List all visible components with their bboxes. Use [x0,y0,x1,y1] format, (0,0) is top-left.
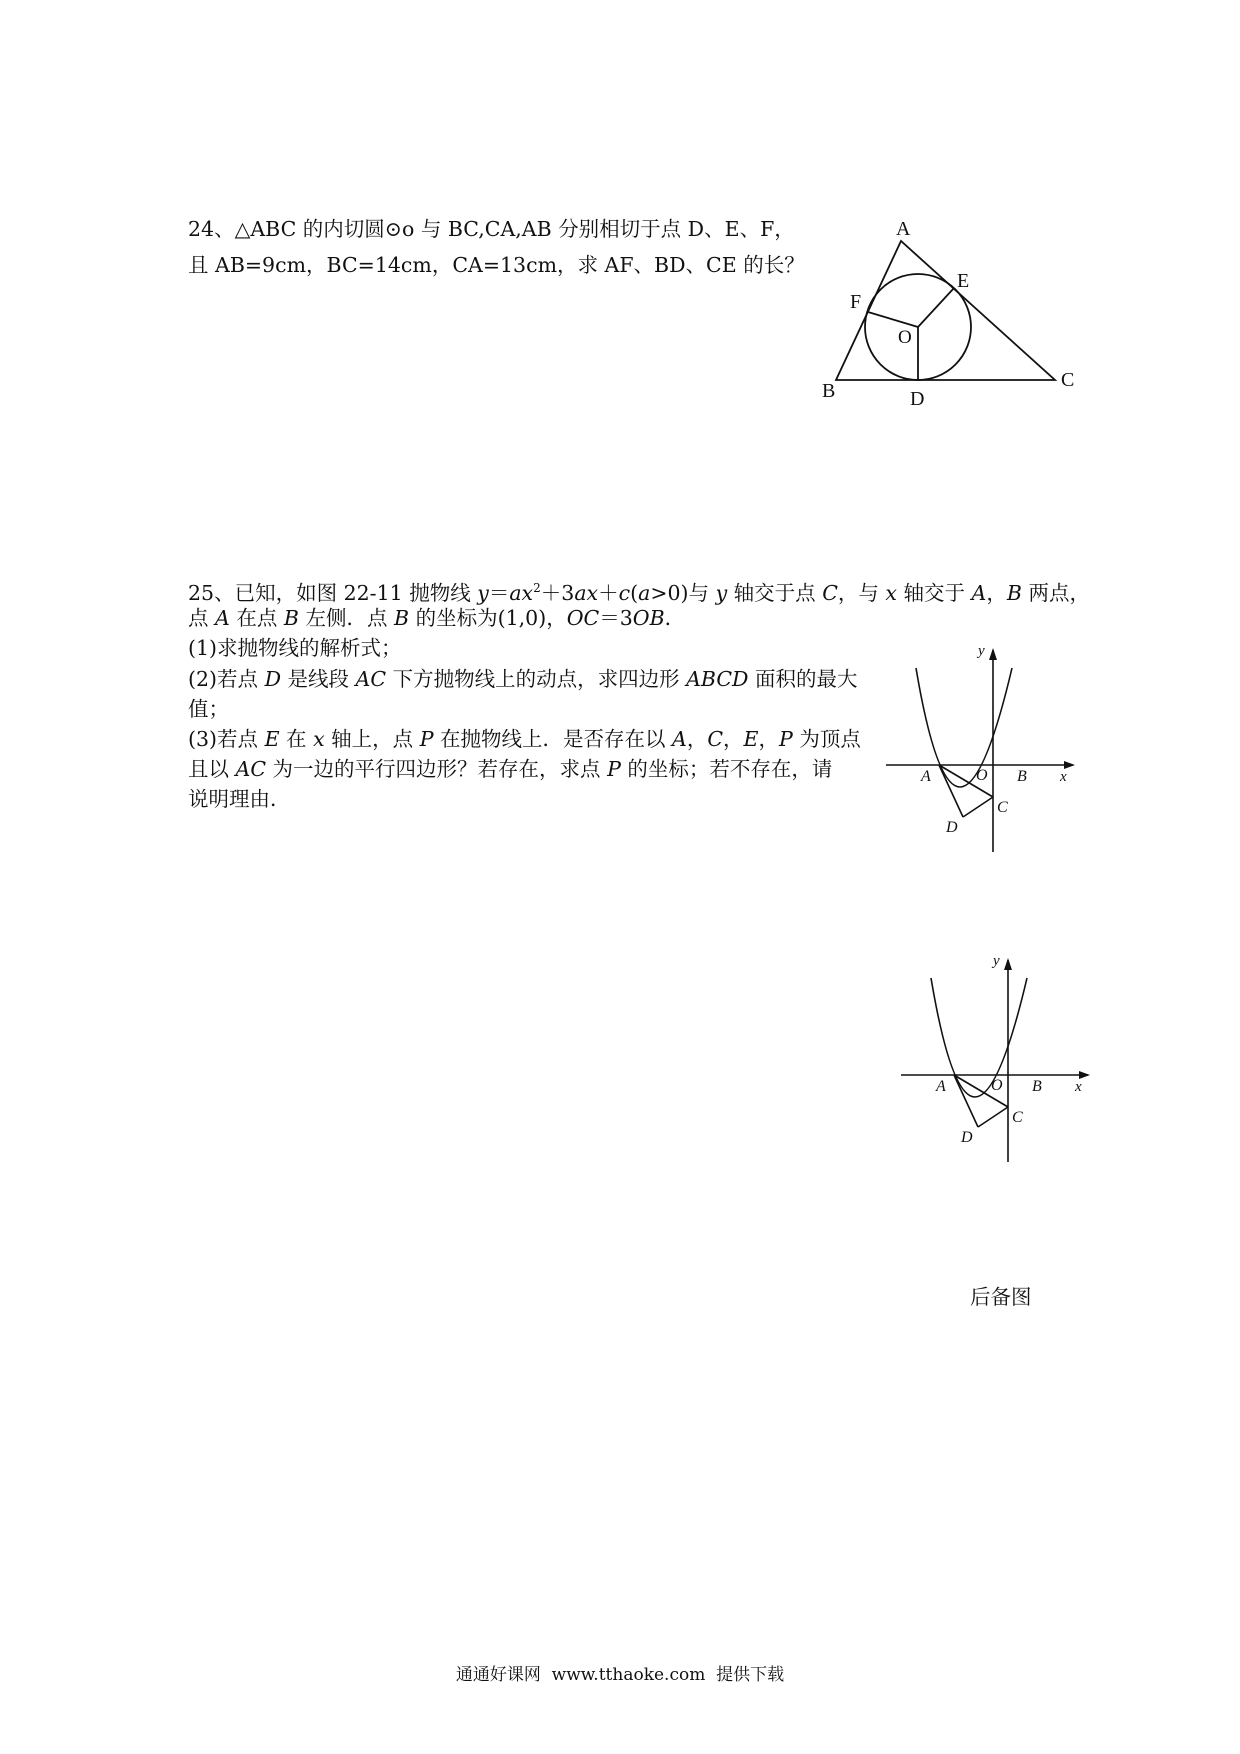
label-B: B [1017,768,1027,785]
label-C: C [1012,1109,1023,1126]
math: E [264,727,280,751]
text: 为一边的平行四边形？若存在，求点 [266,757,608,781]
math: C [822,580,838,605]
label-B: B [822,380,836,402]
label-A: A [936,1078,946,1095]
text: ＝3 [599,606,633,630]
label-C: C [1061,369,1075,391]
q25-part-3-line-3: 说明理由． [188,787,291,811]
text: 面积的最大 [748,667,858,691]
text: ， [686,727,708,751]
text: ＋ [598,580,619,605]
q25-line-2 [188,603,685,633]
label-B: B [1032,1078,1042,1095]
text: ，与 [837,580,886,605]
q25-part-1: (1)求抛物线的解析式； [188,636,402,660]
q24-line-2: 且 AB=9cm，BC=14cm，CA=13cm，求 AF、BD、CE 的长？ [188,253,805,277]
label-A: A [921,768,931,785]
math: P [419,727,434,751]
math: y [477,580,489,605]
text: (2)若点 [188,667,265,691]
label-x: x [1060,769,1067,785]
math: E [743,727,759,751]
math: P [779,727,793,751]
label-O: O [991,1077,1003,1094]
segment-dc [963,797,993,817]
q25-part-3-line-1 [188,724,861,754]
math: OC [566,606,600,630]
radius-of [868,312,918,327]
q25-backup-parabola-figure [895,950,1095,1165]
text: 在抛物线上．是否存在以 [433,727,673,751]
math: A [215,606,230,630]
text: 且以 [188,757,236,781]
q25-parabola-figure [880,640,1080,855]
text: ， [986,580,1007,605]
text: 左侧．点 [298,606,395,630]
label-O: O [898,327,912,348]
math: C [707,727,724,751]
backup-figure-caption: 后备图 [970,1285,1032,1309]
q25-part-2-line-2: 值； [188,697,229,721]
math: ABCD [686,667,749,691]
text: 轴上，点 [324,727,420,751]
text: ， [723,727,744,751]
text: 为顶点 [792,727,861,751]
text: ． [664,606,686,630]
text: (3)若点 [188,727,265,751]
math: OB [632,606,665,630]
label-D: D [946,819,958,836]
label-x: x [1075,1079,1082,1095]
math: ax [509,580,534,605]
q24-line-1: 24、△ABC 的内切圆⊙o 与 BC,CA,AB 分别相切于点 D、E、F， [188,217,795,241]
math: c [618,580,631,605]
triangle-abc [836,241,1055,380]
text: ＋3 [540,580,575,605]
label-C: C [997,799,1008,816]
text: 的坐标；若不存在，请 [620,757,833,781]
label-y: y [993,953,1000,969]
text: 在点 [229,606,284,630]
label-F: F [850,291,862,313]
text: 在 [279,727,314,751]
text: ( [630,580,639,605]
math: ax [574,580,599,605]
text: >0)与 [650,580,716,605]
label-y: y [978,643,985,659]
page-footer: 通通好课网 www.tthaoke.com 提供下载 [455,1665,785,1685]
text: 轴交于点 [727,580,823,605]
label-A: A [896,218,911,240]
label-E: E [957,270,970,292]
math: x [313,727,325,751]
math: x [885,580,897,605]
text: 两点， [1021,580,1090,605]
text: 点 [188,606,216,630]
label-D: D [910,388,925,410]
math: A [672,727,687,751]
math: A [971,580,987,605]
exponent: 2 [533,581,541,595]
text: 是线段 [281,667,356,691]
label-D: D [961,1129,973,1146]
label-O: O [976,767,988,784]
math: B [1006,580,1022,605]
radius-oe [918,288,954,327]
text: ＝ [488,580,510,605]
text: ， [758,727,779,751]
math: B [283,606,299,630]
text: 下方抛物线上的动点，求四边形 [386,667,687,691]
math: AC [355,667,387,691]
text: 25、已知，如图 22-11 抛物线 [188,580,478,605]
q24-incircle-figure [820,215,1090,415]
text: 轴交于 [896,580,972,605]
math: y [715,580,728,605]
math: P [607,757,621,781]
q25-part-3-line-2 [188,754,832,784]
math: a [638,580,651,605]
segment-dc [978,1107,1008,1127]
math: AC [235,757,267,781]
q25-part-2-line-1 [188,664,858,694]
math: D [264,667,281,691]
math: B [394,606,410,630]
text: 的坐标为(1,0)， [409,606,567,630]
